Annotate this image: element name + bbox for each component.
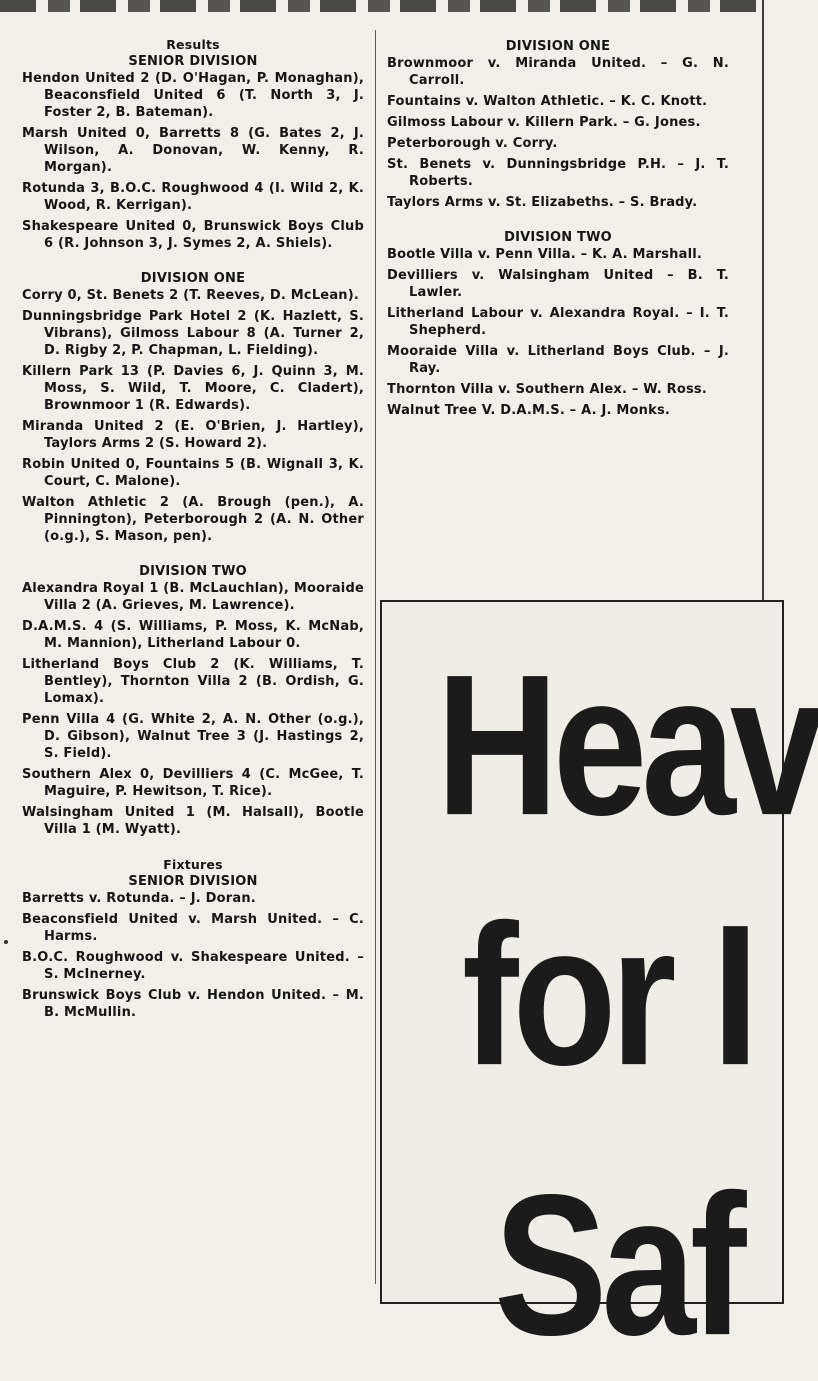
list-item: Bootle Villa v. Penn Villa. – K. A. Marshall.	[387, 247, 703, 262]
list-item: Peterborough v. Corry.	[387, 136, 558, 151]
advert-headline-line-2: for I	[462, 883, 754, 1108]
results-column	[22, 36, 364, 1025]
list-item: Miranda United 2 (E. O'Brien, J. Hartley), Taylors Arms 2 (S. Howard 2).	[22, 419, 364, 451]
list-item: Alexandra Royal 1 (B. McLauchlan), Mooraide Villa 2 (A. Grieves, M. Lawrence).	[22, 581, 364, 613]
cropped-headline-strip	[0, 0, 768, 12]
fixtures-title: Fixtures	[163, 857, 223, 872]
results-list	[22, 580, 364, 838]
list-item: Thornton Villa v. Southern Alex. – W. Ross.	[387, 382, 707, 397]
fixtures-list	[387, 246, 729, 419]
list-item: Dunningsbridge Park Hotel 2 (K. Hazlett, S. Vibrans), Gilmoss Labour 8 (A. Turner 2, D. Rigby 2, P. Chapman, L. Fielding).	[22, 309, 364, 358]
list-item: Litherland Labour v. Alexandra Royal. – I. T. Shepherd.	[387, 306, 729, 338]
list-item: D.A.M.S. 4 (S. Williams, P. Moss, K. McNab, M. Mannion), Litherland Labour 0.	[22, 619, 364, 651]
results-senior-section	[22, 36, 364, 252]
list-item: Penn Villa 4 (G. White 2, A. N. Other (o.g.), D. Gibson), Walnut Tree 3 (J. Hastings 2, S. Field).	[22, 712, 364, 761]
section-heading: SENIOR DIVISION	[128, 54, 258, 69]
column-divider	[375, 30, 376, 1284]
list-item: Brunswick Boys Club v. Hendon United. – M. B. McMullin.	[22, 988, 364, 1020]
list-item: Shakespeare United 0, Brunswick Boys Club 6 (R. Johnson 3, J. Symes 2, A. Shiels).	[22, 219, 364, 251]
fixtures-column	[387, 38, 729, 423]
advert-headline-line-1: Heav	[436, 633, 818, 858]
list-item: Corry 0, St. Benets 2 (T. Reeves, D. McLean).	[22, 288, 360, 303]
list-item: Hendon United 2 (D. O'Hagan, P. Monaghan), Beaconsfield United 6 (T. North 3, J. Foster 2, B. Bateman).	[22, 71, 364, 120]
section-heading: DIVISION TWO	[139, 564, 247, 579]
fixtures-list	[22, 890, 364, 1021]
list-item: Taylors Arms v. St. Elizabeths. – S. Brady.	[387, 195, 698, 210]
list-item: Barretts v. Rotunda. – J. Doran.	[22, 891, 256, 906]
list-item: Beaconsfield United v. Marsh United. – C. Harms.	[22, 912, 364, 944]
fixtures-list	[387, 55, 729, 211]
section-heading: DIVISION ONE	[505, 39, 611, 54]
section-heading: DIVISION ONE	[140, 271, 246, 286]
list-item: Walsingham United 1 (M. Halsall), Bootle Villa 1 (M. Wyatt).	[22, 805, 364, 837]
list-item: St. Benets v. Dunningsbridge P.H. – J. T. Roberts.	[387, 157, 729, 189]
results-division-one-section	[22, 270, 364, 545]
results-title: Results	[166, 37, 220, 52]
list-item: Brownmoor v. Miranda United. – G. N. Carroll.	[387, 56, 729, 88]
list-item: Southern Alex 0, Devilliers 4 (C. McGee, T. Maguire, P. Hewitson, T. Rice).	[22, 767, 364, 799]
list-item: Walton Athletic 2 (A. Brough (pen.), A. Pinnington), Peterborough 2 (A. N. Other (o.g.), S. Mason, pen).	[22, 495, 364, 544]
section-heading: DIVISION TWO	[504, 230, 612, 245]
list-item: Fountains v. Walton Athletic. – K. C. Knott.	[387, 94, 708, 109]
list-item: Walnut Tree V. D.A.M.S. – A. J. Monks.	[387, 403, 671, 418]
results-list	[22, 70, 364, 252]
list-item: Rotunda 3, B.O.C. Roughwood 4 (I. Wild 2, K. Wood, R. Kerrigan).	[22, 181, 364, 213]
list-item: Gilmoss Labour v. Killern Park. – G. Jones.	[387, 115, 701, 130]
results-list	[22, 287, 364, 545]
fixtures-division-one-section	[387, 38, 729, 211]
list-item: Killern Park 13 (P. Davies 6, J. Quinn 3, M. Moss, S. Wild, T. Moore, C. Cladert), Brownmoor 1 (R. Edwards).	[22, 364, 364, 413]
advert-headline-line-3: Saf	[494, 1153, 741, 1378]
fixtures-division-two-section	[387, 229, 729, 419]
fixtures-senior-section	[22, 856, 364, 1021]
list-item: Mooraide Villa v. Litherland Boys Club. – J. Ray.	[387, 344, 729, 376]
list-item: Litherland Boys Club 2 (K. Williams, T. Bentley), Thornton Villa 2 (B. Ordish, G. Lomax).	[22, 657, 364, 706]
list-item: Marsh United 0, Barretts 8 (G. Bates 2, J. Wilson, A. Donovan, W. Kenny, R. Morgan).	[22, 126, 364, 175]
results-division-two-section	[22, 563, 364, 838]
list-item: B.O.C. Roughwood v. Shakespeare United. – S. McInerney.	[22, 950, 364, 982]
print-speck	[4, 940, 8, 944]
section-heading: SENIOR DIVISION	[128, 874, 258, 889]
list-item: Devilliers v. Walsingham United – B. T. Lawler.	[387, 268, 729, 300]
list-item: Robin United 0, Fountains 5 (B. Wignall 3, K. Court, C. Malone).	[22, 457, 364, 489]
